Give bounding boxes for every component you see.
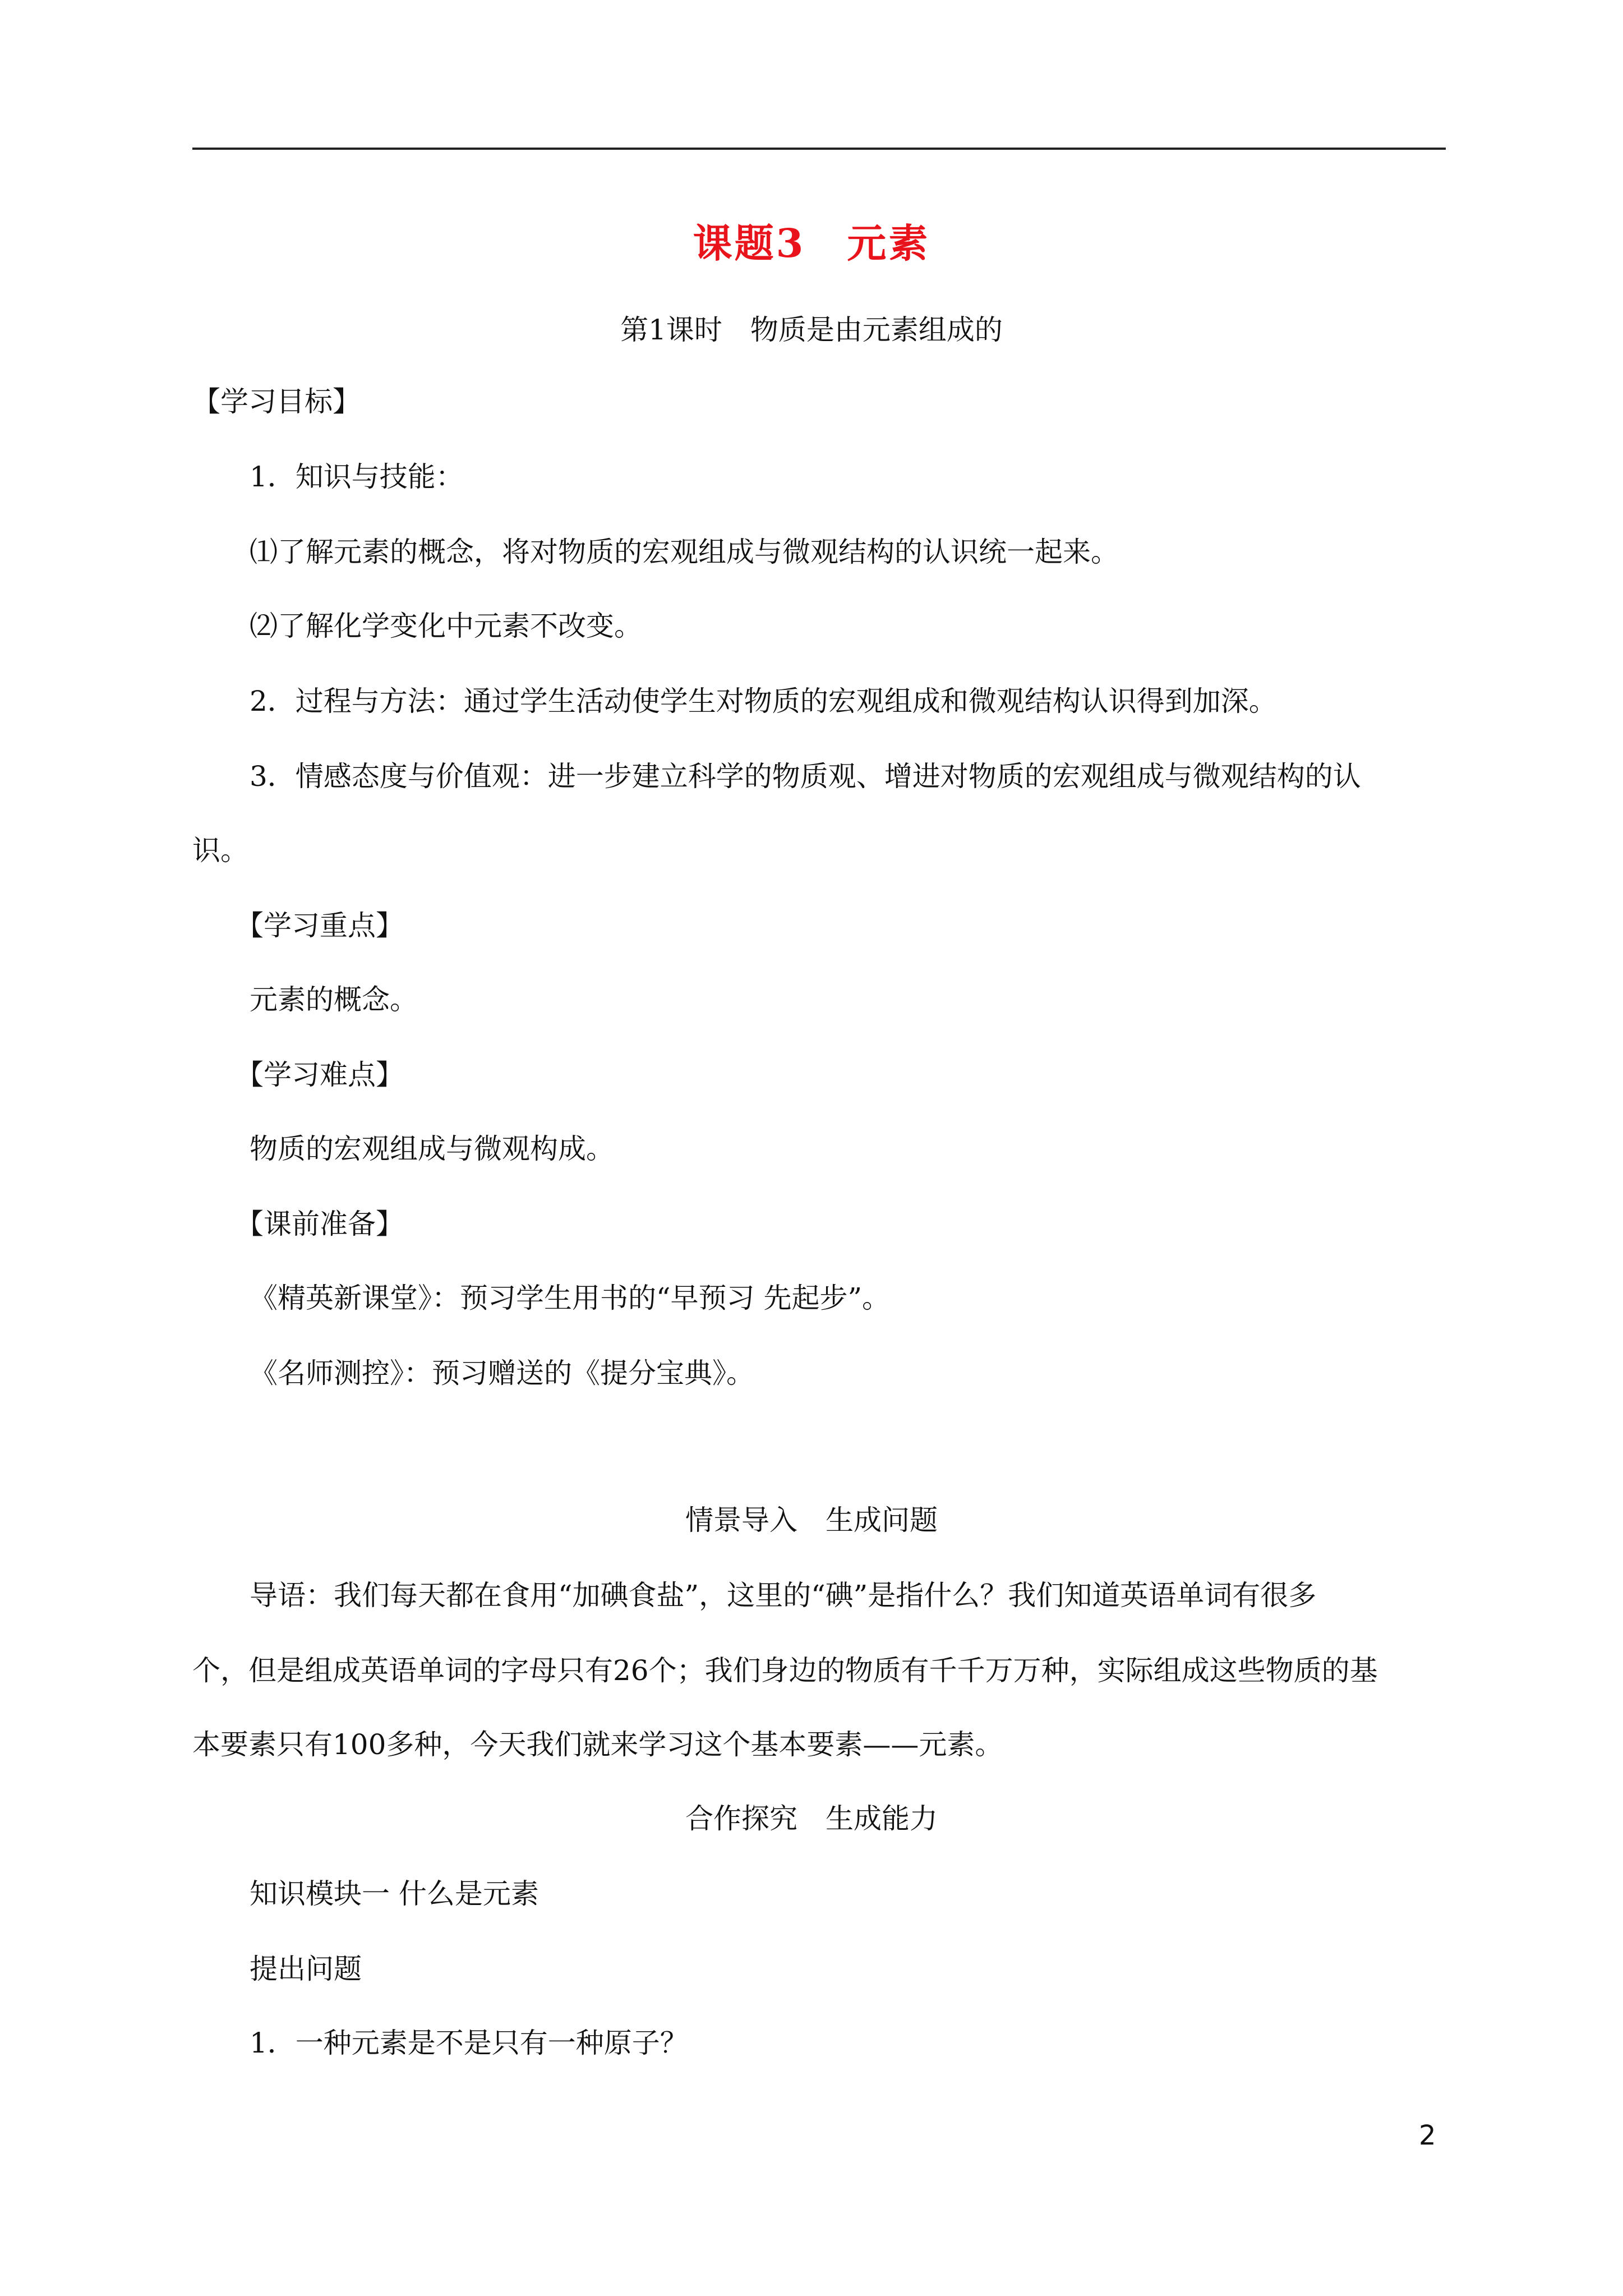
- objectives-header: 【学习目标】: [192, 385, 361, 418]
- objective-item-1-sub-1: ⑴了解元素的概念，将对物质的宏观组成与微观结构的认识统一起来。: [250, 536, 1119, 568]
- intro-text-line-3: 本要素只有100多种，今天我们就来学习这个基本要素——元素。: [192, 1728, 1003, 1761]
- objective-item-1: 1．知识与技能：: [250, 461, 464, 493]
- objective-item-3-line-1: 3．情感态度与价值观：进一步建立科学的物质观、增进对物质的宏观组成与微观结构的认: [250, 760, 1361, 793]
- difficulties-header: 【学习难点】: [236, 1059, 404, 1091]
- question-header: 提出问题: [250, 1953, 362, 1985]
- objective-item-2: 2．过程与方法：通过学生活动使学生对物质的宏观组成和微观结构认识得到加深。: [250, 685, 1277, 717]
- page-subtitle: 第1课时 物质是由元素组成的: [620, 314, 1003, 346]
- page-title: 课题3 元素: [693, 220, 930, 266]
- page-number: 2: [1419, 2120, 1436, 2151]
- section-explore-title: 合作探究 生成能力: [685, 1802, 938, 1835]
- preparation-line-2: 《名师测控》：预习赠送的《提分宝典》。: [250, 1357, 754, 1389]
- header-rule: [192, 148, 1446, 150]
- intro-text-line-1: 导语：我们每天都在食用“加碘食盐”，这里的“碘”是指什么？我们知道英语单词有很多: [250, 1579, 1317, 1612]
- difficulties-text: 物质的宏观组成与微观构成。: [250, 1133, 614, 1165]
- intro-text-line-2: 个，但是组成英语单词的字母只有26个；我们身边的物质有千千万万种，实际组成这些物质的基: [192, 1654, 1378, 1687]
- module-title: 知识模块一 什么是元素: [250, 1878, 539, 1910]
- objective-item-3-line-2: 识。: [192, 834, 248, 867]
- preparation-header: 【课前准备】: [236, 1208, 404, 1240]
- key-points-text: 元素的概念。: [250, 983, 418, 1016]
- section-intro-title: 情景导入 生成问题: [685, 1504, 938, 1536]
- objective-item-1-sub-2: ⑵了解化学变化中元素不改变。: [250, 610, 642, 642]
- key-points-header: 【学习重点】: [236, 909, 404, 942]
- question-1: 1．一种元素是不是只有一种原子？: [250, 2027, 688, 2059]
- preparation-line-1: 《精英新课堂》：预习学生用书的“早预习 先起步”。: [250, 1282, 891, 1314]
